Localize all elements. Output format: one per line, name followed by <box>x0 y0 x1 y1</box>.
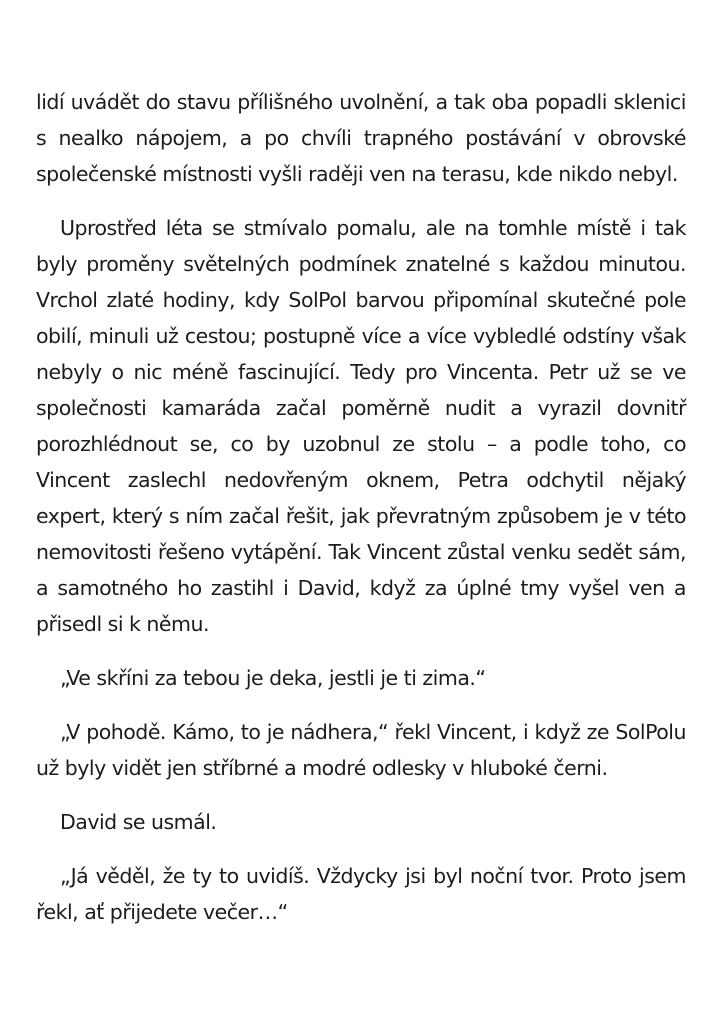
paragraph-4: „V pohodě. Kámo, to je nádhera,“ řekl Vincent, i když ze SolPolu už byly vidět jen stříbrné a modré odlesky v hluboké černi. <box>36 720 686 780</box>
paragraph-2: Uprostřed léta se stmívalo pomalu, ale na tomhle místě i tak byly proměny světelných podmínek znatelné s každou minutou. Vrchol zlaté hodiny, kdy SolPol barvou připomínal skutečné pole obilí, minuli už cestou; postupně více a více vybledlé odstíny však nebyly o nic méně fascinující. Tedy pro Vincenta. Petr už se ve společnosti kamaráda začal poměrně nudit a vyrazil dovnitř porozhlédnout se, co by uzobnul ze stolu – a podle toho, co Vincent zaslechl nedovřeným oknem, Petra odchytil nějaký expert, který s ním začal řešit, jak převratným způsobem je v této nemovitosti řešeno vytápění. Tak Vincent zůstal venku sedět sám, a samotného ho zastihl i David, když za úplné tmy vyšel ven a přisedl si k němu. <box>36 216 686 636</box>
paragraph-3: „Ve skříni za tebou je deka, jestli je ti zima.“ <box>60 666 486 690</box>
paragraph-5: David se usmál. <box>60 810 217 834</box>
book-page <box>36 84 686 948</box>
paragraph-1: lidí uvádět do stavu přílišného uvolnění, a tak oba popadli sklenici s nealko nápojem, a po chvíli trapného postávání v obrovské společenské místnosti vyšli raději ven na terasu, kde nikdo nebyl. <box>36 90 686 186</box>
paragraph-6: „Já věděl, že ty to uvidíš. Vždycky jsi byl noční tvor. Proto jsem řekl, ať přijedete večer…“ <box>36 864 686 924</box>
